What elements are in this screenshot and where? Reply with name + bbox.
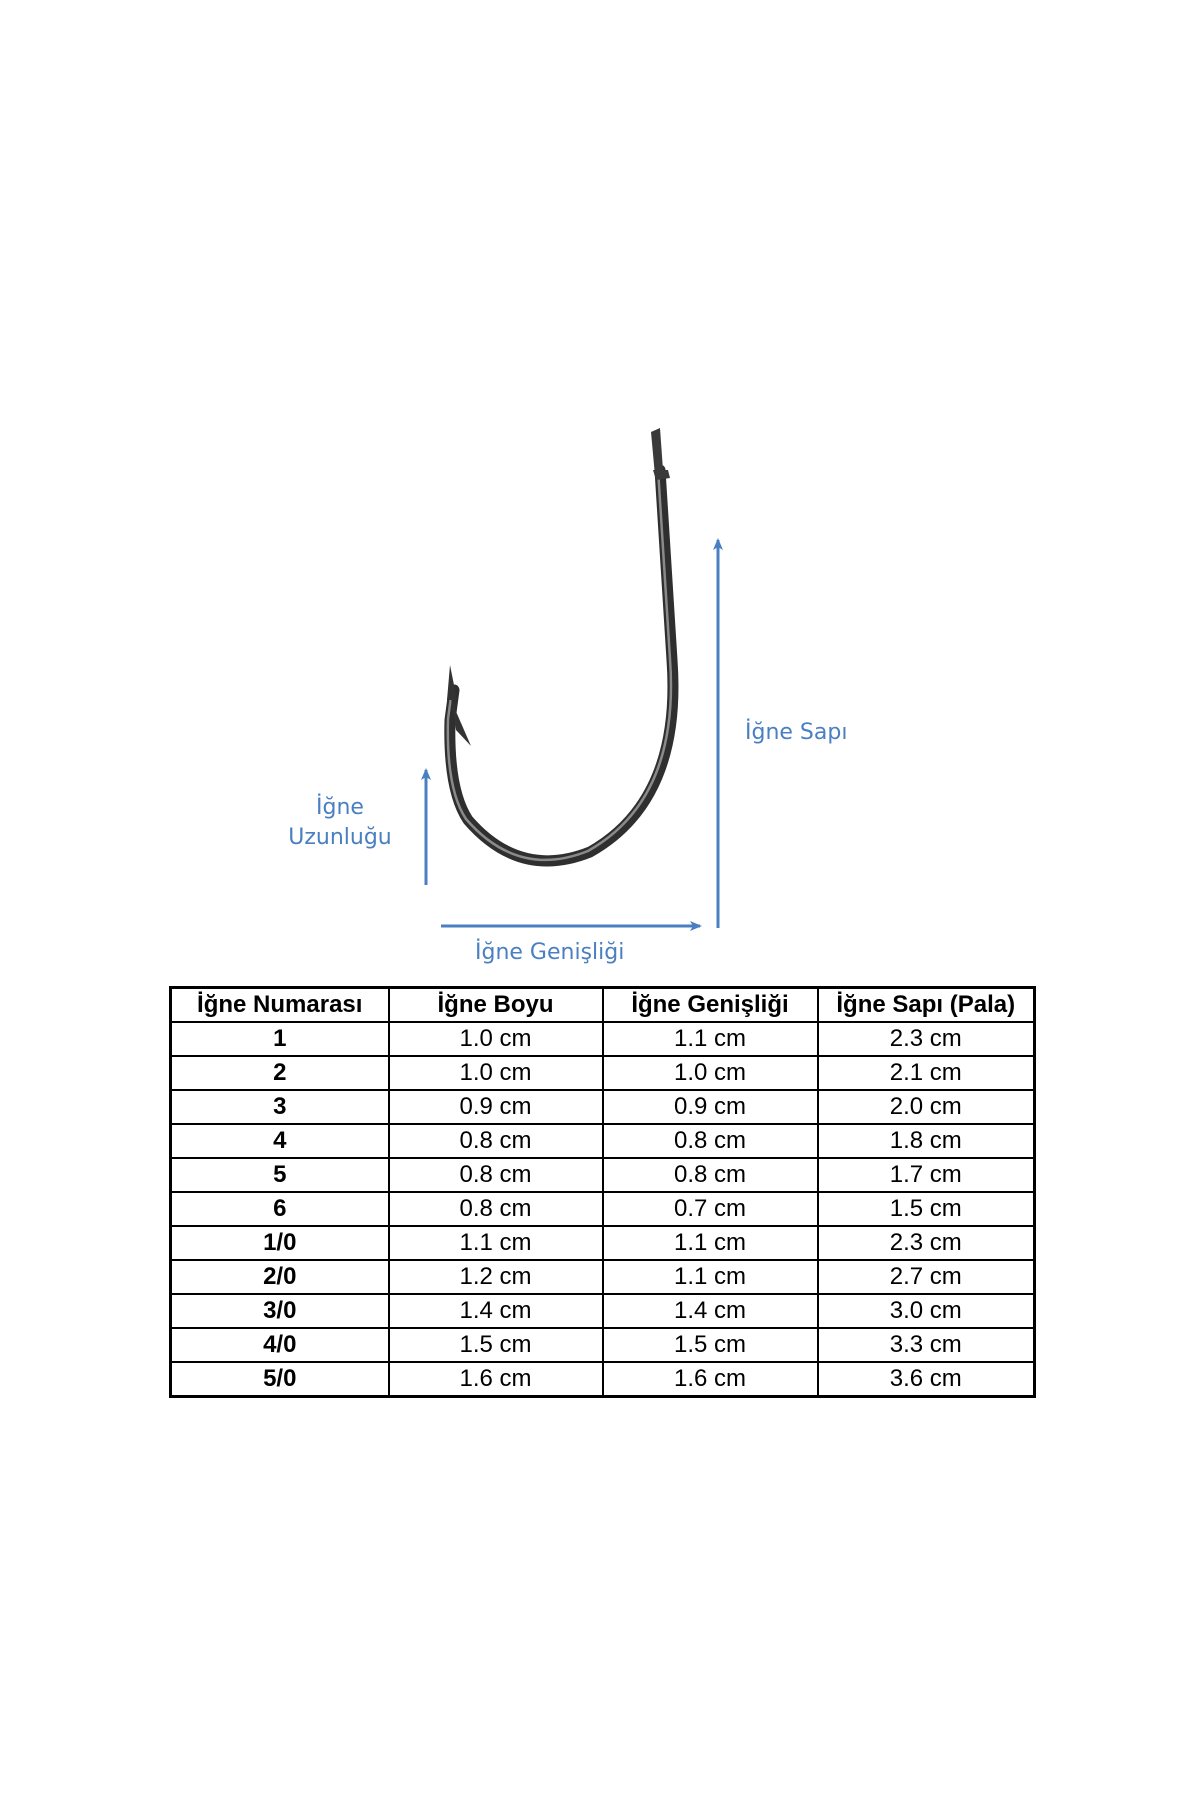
table-row xyxy=(171,1124,1035,1158)
cell-hook-length: 1.0 cm xyxy=(389,1056,603,1090)
shank-label: İğne Sapı xyxy=(745,720,848,745)
table-row xyxy=(171,1022,1035,1056)
table-row xyxy=(171,1260,1035,1294)
cell-hook-width: 0.7 cm xyxy=(603,1192,818,1226)
cell-hook-width: 1.4 cm xyxy=(603,1294,818,1328)
table-row xyxy=(171,1226,1035,1260)
cell-hook-number: 3 xyxy=(171,1090,389,1124)
cell-hook-number: 1/0 xyxy=(171,1226,389,1260)
cell-hook-number: 1 xyxy=(171,1022,389,1056)
cell-hook-length: 1.4 cm xyxy=(389,1294,603,1328)
width-label: İğne Genişliği xyxy=(475,940,625,965)
cell-hook-length: 1.1 cm xyxy=(389,1226,603,1260)
cell-hook-width: 1.1 cm xyxy=(603,1260,818,1294)
cell-hook-number: 2 xyxy=(171,1056,389,1090)
table-body xyxy=(171,1022,1035,1397)
cell-hook-number: 4/0 xyxy=(171,1328,389,1362)
cell-hook-width: 1.6 cm xyxy=(603,1362,818,1397)
cell-hook-width: 1.0 cm xyxy=(603,1056,818,1090)
table-row xyxy=(171,1294,1035,1328)
table-row xyxy=(171,1090,1035,1124)
header-hook-shank: İğne Sapı (Pala) xyxy=(818,988,1035,1023)
cell-hook-number: 3/0 xyxy=(171,1294,389,1328)
cell-hook-length: 0.8 cm xyxy=(389,1124,603,1158)
cell-hook-number: 2/0 xyxy=(171,1260,389,1294)
cell-hook-shank: 2.0 cm xyxy=(818,1090,1035,1124)
cell-hook-shank: 2.3 cm xyxy=(818,1022,1035,1056)
cell-hook-length: 1.0 cm xyxy=(389,1022,603,1056)
cell-hook-shank: 3.6 cm xyxy=(818,1362,1035,1397)
table-row xyxy=(171,1056,1035,1090)
length-label xyxy=(270,793,410,853)
fishing-hook-icon xyxy=(447,428,673,861)
header-hook-number: İğne Numarası xyxy=(171,988,389,1023)
cell-hook-length: 0.8 cm xyxy=(389,1192,603,1226)
cell-hook-width: 1.1 cm xyxy=(603,1022,818,1056)
table-row xyxy=(171,1362,1035,1397)
cell-hook-number: 4 xyxy=(171,1124,389,1158)
cell-hook-shank: 3.3 cm xyxy=(818,1328,1035,1362)
cell-hook-shank: 3.0 cm xyxy=(818,1294,1035,1328)
cell-hook-length: 1.5 cm xyxy=(389,1328,603,1362)
cell-hook-width: 1.1 cm xyxy=(603,1226,818,1260)
cell-hook-shank: 2.7 cm xyxy=(818,1260,1035,1294)
cell-hook-length: 1.2 cm xyxy=(389,1260,603,1294)
table-row xyxy=(171,1158,1035,1192)
cell-hook-width: 0.9 cm xyxy=(603,1090,818,1124)
table-row xyxy=(171,1192,1035,1226)
length-label-line1: İğne xyxy=(316,795,364,820)
cell-hook-length: 0.8 cm xyxy=(389,1158,603,1192)
cell-hook-length: 0.9 cm xyxy=(389,1090,603,1124)
table-row xyxy=(171,1328,1035,1362)
table-header-row xyxy=(171,988,1035,1023)
cell-hook-number: 6 xyxy=(171,1192,389,1226)
cell-hook-shank: 1.8 cm xyxy=(818,1124,1035,1158)
cell-hook-number: 5/0 xyxy=(171,1362,389,1397)
hook-size-table xyxy=(169,986,1036,1398)
cell-hook-width: 0.8 cm xyxy=(603,1158,818,1192)
header-hook-length: İğne Boyu xyxy=(389,988,603,1023)
cell-hook-number: 5 xyxy=(171,1158,389,1192)
cell-hook-shank: 2.1 cm xyxy=(818,1056,1035,1090)
cell-hook-length: 1.6 cm xyxy=(389,1362,603,1397)
header-hook-width: İğne Genişliği xyxy=(603,988,818,1023)
cell-hook-shank: 1.5 cm xyxy=(818,1192,1035,1226)
length-label-line2: Uzunluğu xyxy=(288,825,392,850)
cell-hook-shank: 2.3 cm xyxy=(818,1226,1035,1260)
cell-hook-width: 1.5 cm xyxy=(603,1328,818,1362)
cell-hook-shank: 1.7 cm xyxy=(818,1158,1035,1192)
cell-hook-width: 0.8 cm xyxy=(603,1124,818,1158)
